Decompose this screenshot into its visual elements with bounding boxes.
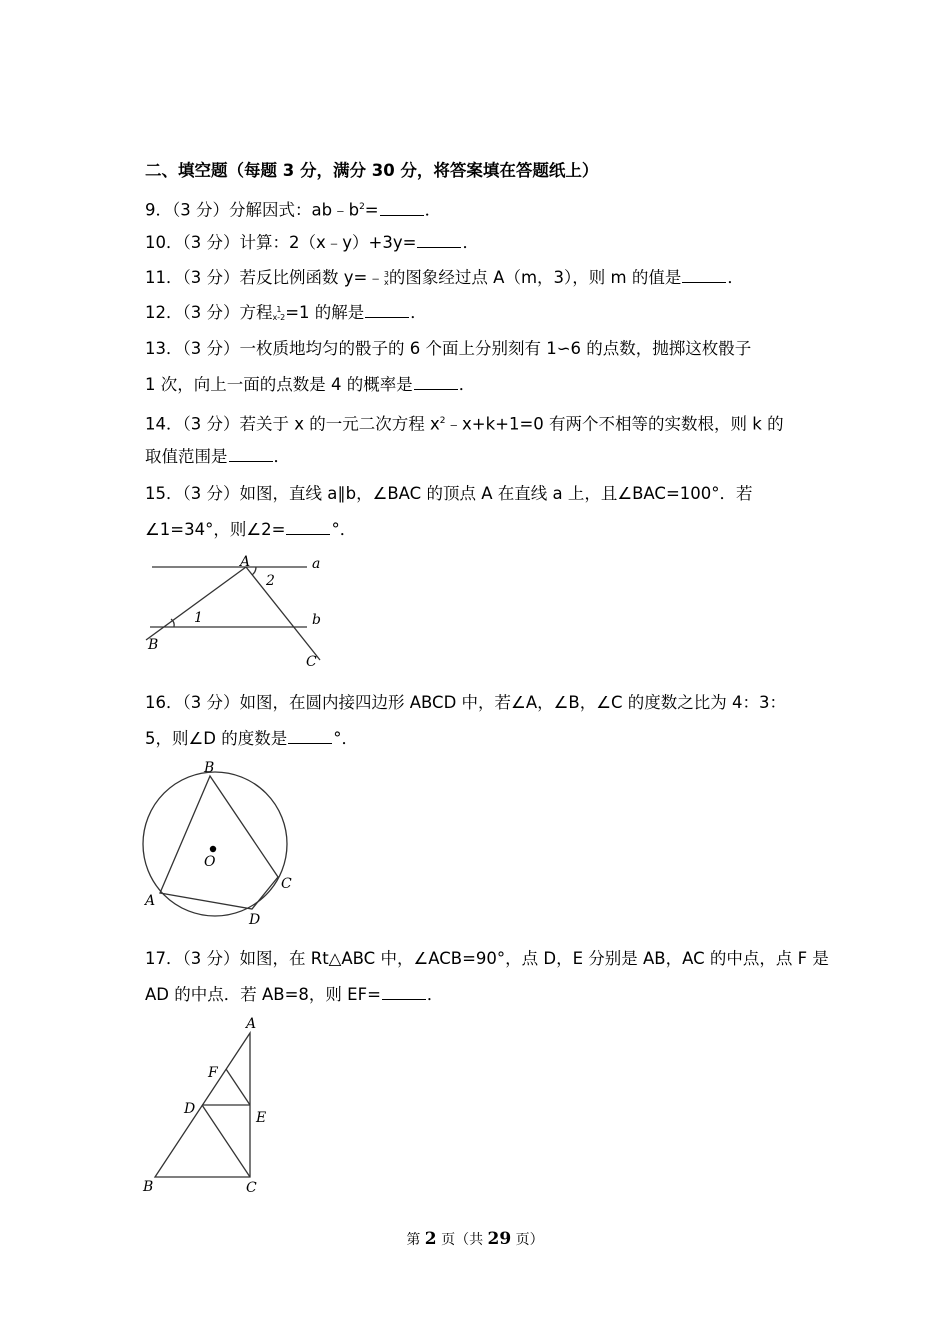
label-B: B: [148, 637, 159, 653]
q14-text-c: 取值范围是: [145, 447, 228, 466]
footer-mid: 页（共: [441, 1232, 484, 1248]
question-15-line1: 15．（3 分）如图，直线 a∥b，∠BAC 的顶点 A 在直线 a 上，且∠BAC=100°．若: [145, 484, 753, 503]
q13-text: 1 次，向上一面的点数是 4 的概率是: [145, 375, 413, 394]
q11-mid: 的图象经过点 A（m，3），则 m 的值是: [388, 268, 682, 287]
label-F: F: [208, 1065, 218, 1081]
q11-end: ．: [727, 268, 744, 287]
q15-text: ∠1=34°，则∠2=: [145, 520, 286, 539]
label-1: 1: [194, 610, 203, 626]
segment-DC: [202, 1105, 250, 1177]
q10-text: 10．（3 分）计算：2（x﹣y）+3y=: [145, 233, 417, 252]
q15-end: °．: [331, 520, 357, 539]
q9-sup: 2: [359, 202, 365, 212]
frac-den: x-2: [272, 312, 286, 322]
q12-text: 12．（3 分）方程: [145, 303, 273, 322]
label-A: A: [246, 1016, 257, 1032]
label-C: C: [306, 654, 317, 670]
label-2: 2: [266, 573, 275, 589]
label-a: a: [312, 556, 321, 572]
frac-den: x: [384, 277, 389, 287]
label-A: A: [145, 893, 156, 909]
footer-total-pages: 29: [487, 1229, 512, 1249]
label-A: A: [240, 554, 251, 570]
label-D: D: [249, 912, 261, 928]
q12-mid: =1 的解是: [285, 303, 365, 322]
q16-text: 5，则∠D 的度数是: [145, 729, 288, 748]
section-title: 二、填空题（每题 3 分，满分 30 分，将答案填在答题纸上）: [145, 161, 599, 180]
page-footer: [0, 1229, 950, 1249]
label-B: B: [204, 760, 215, 776]
segment-FE: [226, 1069, 250, 1105]
q14-sup: 2: [439, 416, 446, 426]
q14-text-a: 14．（3 分）若关于 x 的一元二次方程 x: [145, 414, 440, 434]
q14-text-b: ﹣x+k+1=0 有两个不相等的实数根，则 k 的: [445, 414, 784, 434]
footer-post: 页）: [515, 1232, 544, 1248]
q13-end: ．: [458, 375, 476, 394]
footer-pre: 第: [406, 1232, 421, 1248]
q9-end: ．: [424, 200, 442, 220]
q10-end: ．: [462, 233, 479, 252]
q16-end: °．: [333, 729, 358, 748]
question-16-line1: 16．（3 分）如图，在圆内接四边形 ABCD 中，若∠A，∠B，∠C 的度数之比为 4：3：: [145, 693, 787, 712]
frac-num: 3: [383, 269, 389, 279]
question-17-line1: 17．（3 分）如图，在 Rt△ABC 中，∠ACB=90°，点 D，E 分别是 AB，AC 的中点，点 F 是: [145, 949, 829, 968]
question-13-line1: 13．（3 分）一枚质地均匀的骰子的 6 个面上分别刻有 1∽6 的点数，抛掷这枚骰子: [145, 339, 752, 358]
label-D: D: [184, 1101, 196, 1117]
q17-end: ．: [426, 985, 444, 1004]
q14-end: ．: [273, 447, 290, 466]
label-E: E: [256, 1110, 267, 1126]
label-C: C: [281, 876, 292, 892]
q12-end: ．: [410, 303, 427, 322]
footer-page-number: 2: [424, 1229, 437, 1249]
label-C: C: [246, 1180, 257, 1196]
q9-eq: =: [364, 200, 379, 220]
frac-num: 1: [276, 304, 282, 314]
label-B: B: [143, 1179, 154, 1195]
q9-text: 9．（3 分）分解因式：ab﹣b: [145, 200, 360, 220]
q17-text: AD 的中点．若 AB=8，则 EF=: [145, 985, 381, 1004]
q11-text: 11．（3 分）若反比例函数 y=﹣: [145, 268, 384, 287]
label-O: O: [204, 854, 216, 870]
label-b: b: [312, 612, 321, 628]
